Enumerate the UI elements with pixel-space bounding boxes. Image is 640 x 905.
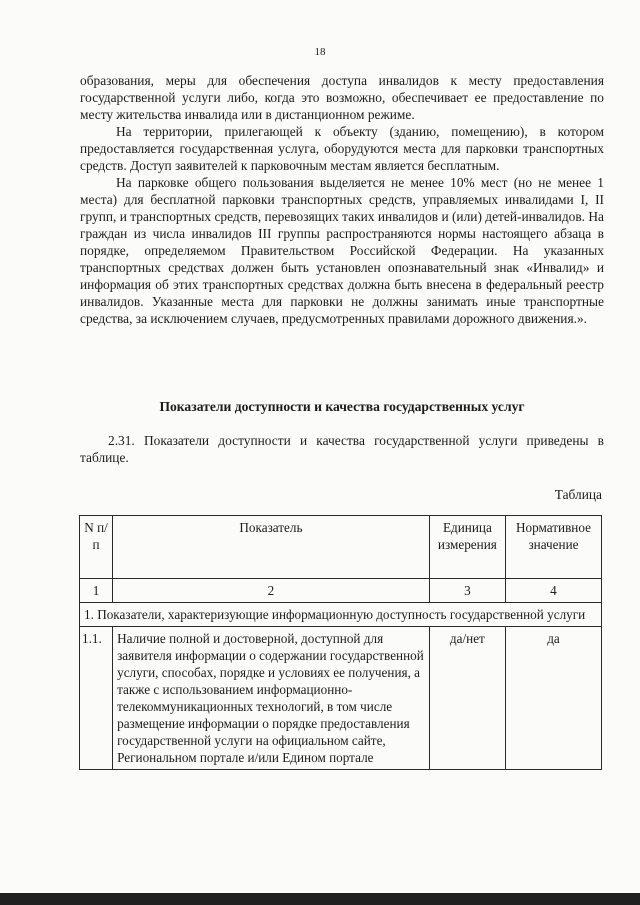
body-text (80, 72, 604, 327)
paragraph-2-31: 2.31. Показатели доступности и качества государственной услуги приведены в таблице. (80, 433, 604, 465)
header-unit: Единица измерения (429, 516, 505, 579)
paragraph-parking-disabled: На парковке общего пользования выделяется не менее 10% мест (но не менее 1 места) для бесплатной парковки транспортных средств, управляемых инвалидами I, II групп, и транспортных средств, перевозящих таких инвалидов и (или) детей-инвалидов. На граждан из числа инвалидов III группы распространяются нормы настоящего абзаца в порядке, определяемом Правительством Российской Федерации. На указанных транспортных средствах должен быть установлен опознавательный знак «Инвалид» и информация об этих транспортных средствах должна быть внесена в федеральный реестр инвалидов. Указанные места для парковки не должны занимать иные транспортные средства, за исключением случаев, предусмотренных правилами дорожного движения.». (80, 175, 604, 326)
table-header-row (80, 516, 602, 579)
table-section-row (80, 603, 602, 627)
paragraph-parking-territory: На территории, прилегающей к объекту (зданию, помещению), в котором предоставляется государственная услуга, оборудуются места для парковки транспортных средств. Доступ заявителей к парковочным местам является бесплатным. (80, 124, 604, 173)
header-norm: Нормативное значение (505, 516, 601, 579)
row-indicator: Наличие полной и достоверной, доступной для заявителя информации о содержании государственной услуги, способах, порядке и условиях ее получения, а также с использованием информационно-телекоммуникационных технологий, в том числе размещение информации о порядке предоставления государственной услуги на официальном сайте, Региональном портале и/или Едином портале (113, 627, 430, 770)
column-number: 3 (429, 579, 505, 603)
row-num: 1.1. (80, 627, 113, 770)
paragraph-continuation: образования, меры для обеспечения доступа инвалидов к месту предоставления государственной услуги либо, когда это возможно, обеспечивает ее предоставление по месту жительства инвалида или в дистанционном режиме. (80, 73, 604, 122)
section-1-title: 1. Показатели, характеризующие информационную доступность государственной услуги (80, 603, 602, 627)
column-number-row (80, 579, 602, 603)
table-row (80, 627, 602, 770)
indicators-table (79, 515, 602, 770)
column-number: 2 (113, 579, 430, 603)
scan-bottom-edge (0, 893, 640, 905)
row-norm: да (505, 627, 601, 770)
column-number: 4 (505, 579, 601, 603)
table-caption: Таблица (554, 487, 602, 502)
header-num: N п/п (80, 516, 113, 579)
header-indicator: Показатель (113, 516, 430, 579)
section-heading: Показатели доступности и качества государственных услуг (159, 399, 525, 414)
row-unit: да/нет (429, 627, 505, 770)
column-number: 1 (80, 579, 113, 603)
page-number: 18 (314, 46, 326, 58)
